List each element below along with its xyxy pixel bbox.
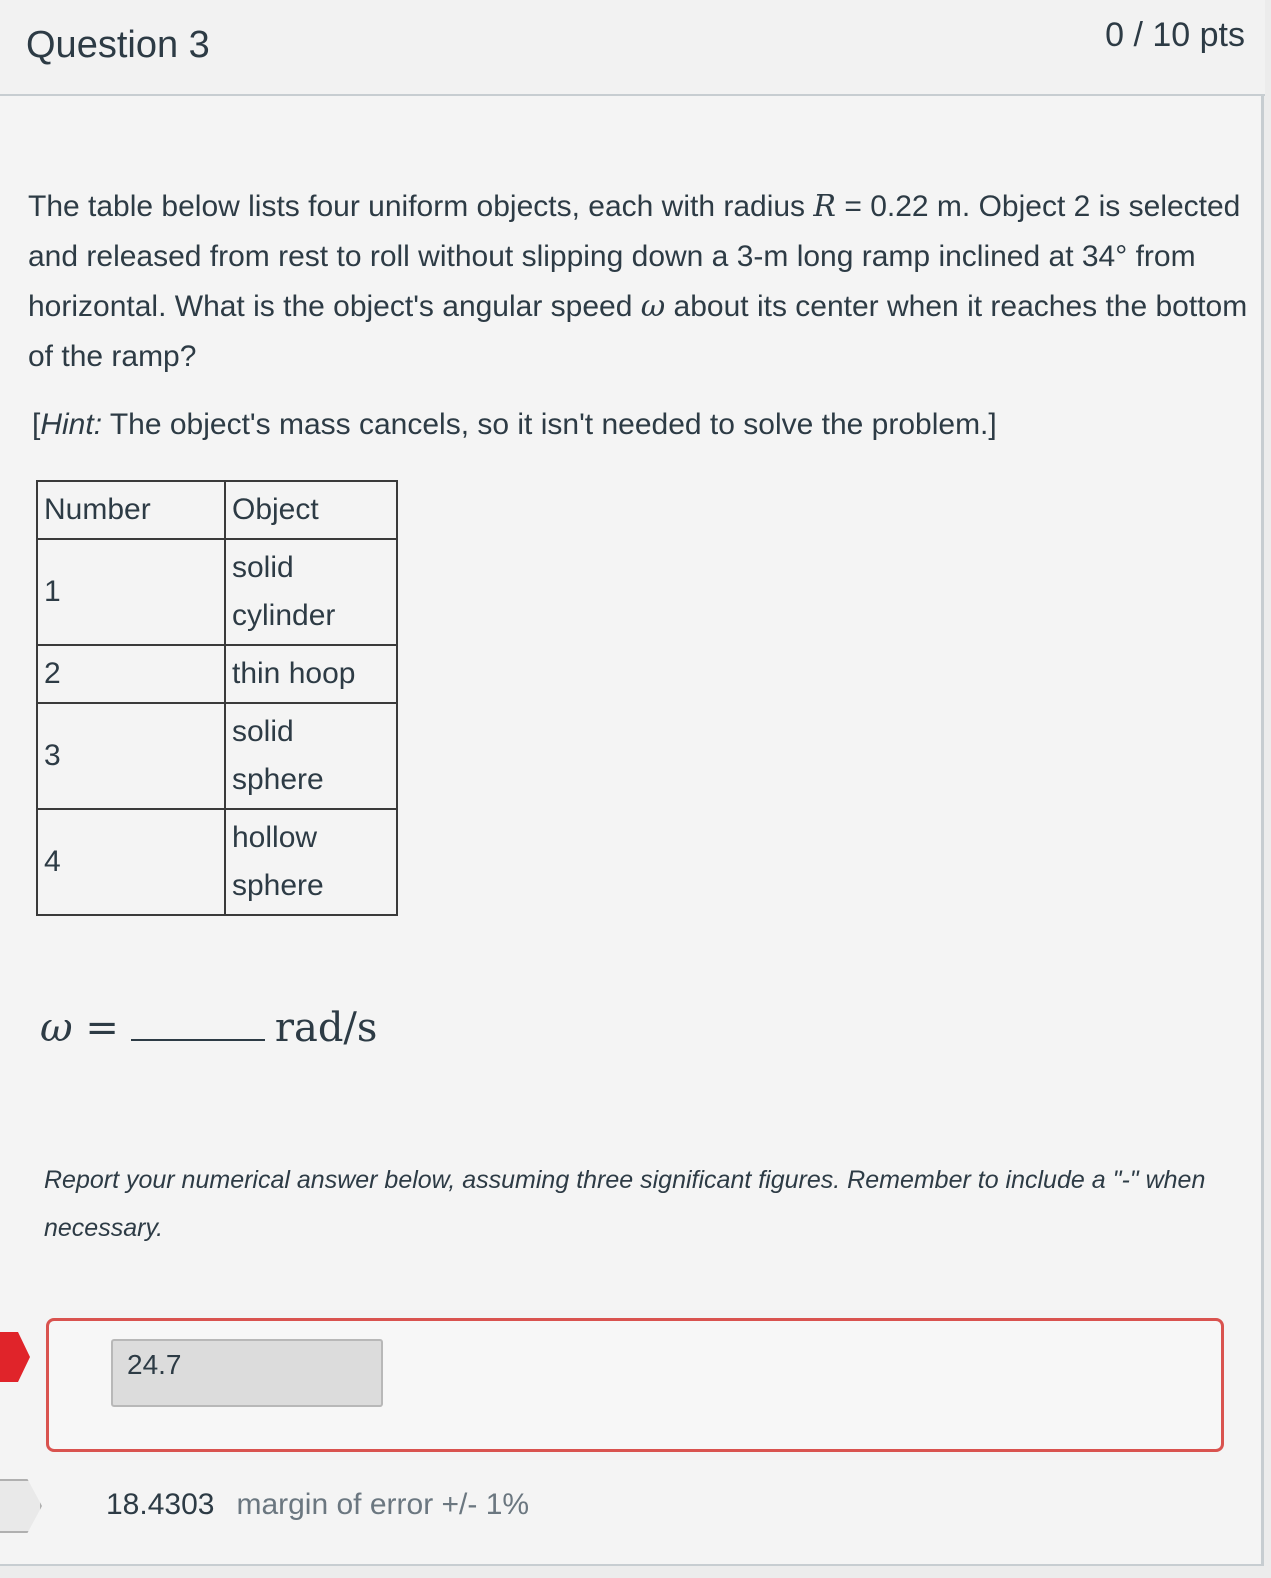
row-object: solid cylinder [225, 539, 397, 645]
question-points: 0 / 10 pts [1105, 16, 1245, 54]
stem-text-1: The table below lists four uniform objects, each with radius [28, 190, 814, 223]
row-object: thin hoop [225, 645, 397, 703]
row-number: 2 [37, 645, 225, 703]
question-title: Question 3 [26, 24, 210, 66]
table-row [37, 645, 397, 703]
symbol-omega: ω [640, 289, 666, 324]
hint-body: The object's mass cancels, so it isn't needed to solve the problem.] [102, 408, 997, 441]
stem-text-2: 0.22 m. Object 2 is selected and released from rest to roll without slipping down a 3-m long ramp inclined at 34° from horizontal. What is the object's angular speed [28, 190, 1241, 323]
omega-symbol: ω [40, 1005, 73, 1051]
row-object: solid sphere [225, 703, 397, 809]
equals-sign: = [85, 1005, 119, 1051]
hint-text [32, 408, 997, 442]
row-number: 4 [37, 809, 225, 915]
table-row [37, 703, 397, 809]
row-number: 1 [37, 539, 225, 645]
table-header-row [37, 481, 397, 539]
row-object: hollow sphere [225, 809, 397, 915]
header-number: Number [37, 481, 225, 539]
answer-input[interactable]: 24.7 [111, 1339, 383, 1407]
correct-answer-value: 18.4303 [106, 1488, 215, 1521]
unit-label: rad/s [274, 1005, 378, 1051]
margin-of-error: margin of error +/- 1% [236, 1488, 530, 1521]
symbol-r: R [813, 189, 836, 224]
stem-equals: = [835, 190, 871, 223]
answer-container [46, 1318, 1224, 1452]
row-number: 3 [37, 703, 225, 809]
hint-label: Hint: [40, 408, 103, 441]
correct-answer [106, 1488, 529, 1522]
stem-text-3: about its center when it reaches the bottom of the ramp? [28, 290, 1248, 373]
answer-blank [131, 1019, 265, 1041]
table-row [37, 809, 397, 915]
table-row [37, 539, 397, 645]
header-object: Object [225, 481, 397, 539]
answer-equation [40, 1005, 377, 1051]
hint-open-bracket: [ [32, 408, 41, 441]
question-stem [28, 182, 1248, 382]
report-instructions: Report your numerical answer below, assuming three significant figures. Remember to include a "-" when necessary. [44, 1166, 1206, 1242]
question-header [0, 0, 1265, 96]
objects-table [36, 480, 398, 916]
